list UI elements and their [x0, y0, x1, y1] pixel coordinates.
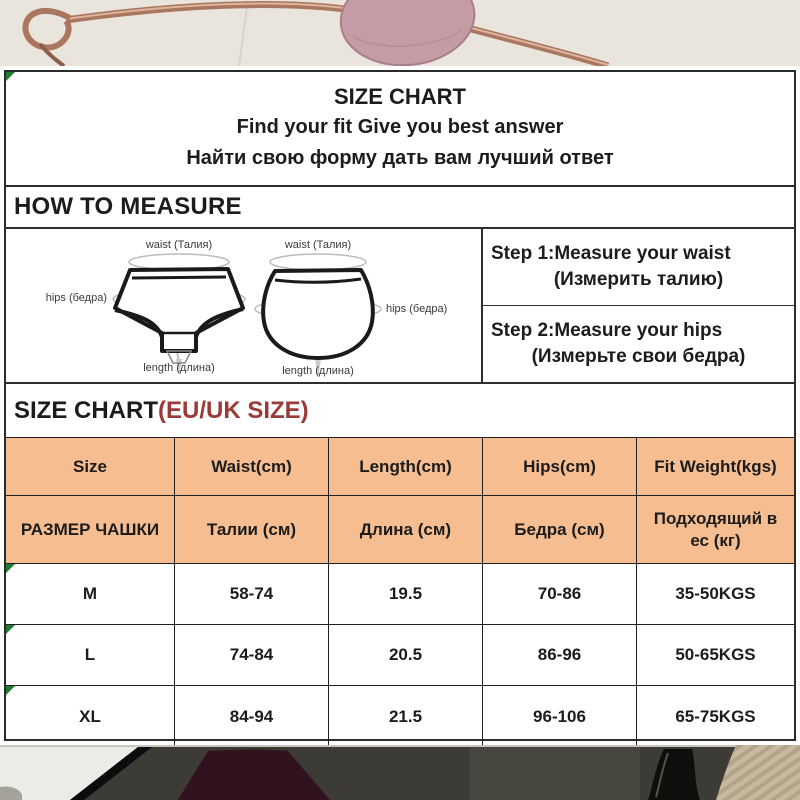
size-chart-heading — [6, 384, 794, 437]
table-row-xl-hips: 96-106 — [483, 686, 637, 748]
step-1 — [483, 229, 794, 306]
surface-top-edge — [0, 745, 800, 747]
table-row-xl-length: 21.5 — [329, 686, 483, 748]
table-row-l-waist: 74-84 — [175, 625, 329, 686]
table-row-l-weight: 50-65KGS — [637, 625, 794, 686]
hips-label: hips (бедра) — [386, 303, 448, 315]
measure-section — [6, 229, 794, 384]
brief-diagram-right — [255, 239, 447, 377]
size-chart-heading-red: (EU/UK SIZE) — [158, 396, 309, 424]
col-header-waist: Waist(cm) — [175, 438, 329, 496]
table-row-m-waist: 58-74 — [175, 564, 329, 625]
step-2-text: Step 2:Measure your hips — [491, 320, 723, 341]
title-block — [6, 72, 794, 187]
table-row-l-hips: 86-96 — [483, 625, 637, 686]
step-2 — [483, 306, 794, 382]
bottom-photo — [0, 745, 800, 800]
col-header-weight-ru: Подходящий в ес (кг) — [637, 496, 794, 564]
green-corner-marker — [6, 564, 15, 573]
col-header-waist-ru: Талии (см) — [175, 496, 329, 564]
brief-diagram-left — [46, 239, 245, 375]
light-band — [470, 747, 640, 800]
table-row-m-weight: 35-50KGS — [637, 564, 794, 625]
chart-panel — [4, 70, 796, 741]
waist-label: waist (Талия) — [145, 239, 213, 251]
size-value: L — [84, 645, 96, 665]
col-header-size-ru: РАЗМЕР ЧАШКИ — [6, 496, 175, 564]
table-row-xl-waist: 84-94 — [175, 686, 329, 748]
col-header-length-ru: Длина (см) — [329, 496, 483, 564]
col-header-hips: Hips(cm) — [483, 438, 637, 496]
size-value: M — [82, 584, 98, 604]
col-header-hips-ru: Бедра (см) — [483, 496, 637, 564]
table-row-xl-weight: 65-75KGS — [675, 707, 756, 727]
table-row-xl-size — [6, 686, 175, 748]
length-label: length (длина) — [282, 365, 354, 377]
brief-outline — [115, 269, 243, 351]
measurement-diagrams — [6, 229, 481, 382]
col-header-size: Size — [6, 438, 175, 496]
subtitle-russian: Найти свою форму дать вам лучший ответ — [186, 147, 614, 169]
hanger-photo — [0, 0, 800, 66]
col-header-weight: Fit Weight(kgs) — [637, 438, 794, 496]
green-corner-marker — [6, 72, 15, 81]
green-corner-marker — [6, 625, 15, 634]
page-title: SIZE CHART — [334, 84, 466, 109]
waist-ellipse — [270, 254, 366, 270]
step-1-text-ru: (Измерить талию) — [553, 269, 724, 290]
col-header-length: Length(cm) — [329, 438, 483, 496]
table-row-m-length: 19.5 — [329, 564, 483, 625]
table-row-l-size — [6, 625, 175, 686]
table-row-l-length: 20.5 — [329, 625, 483, 686]
table-row-m-hips: 70-86 — [483, 564, 637, 625]
subtitle-english: Find your fit Give you best answer — [236, 116, 564, 138]
waist-label: waist (Талия) — [284, 239, 352, 251]
step-2-text-ru: (Измерьте свои бедра) — [531, 346, 746, 367]
size-table — [6, 437, 794, 748]
step-1-text: Step 1:Measure your waist — [491, 243, 731, 264]
waistband-line — [132, 277, 226, 278]
table-row-m-size — [6, 564, 175, 625]
green-corner-marker — [6, 686, 15, 695]
length-label: length (длина) — [143, 362, 215, 374]
size-value: XL — [79, 707, 101, 727]
measure-steps — [481, 229, 794, 382]
how-to-measure-heading: HOW TO MEASURE — [6, 187, 794, 229]
size-chart-heading-black: SIZE CHART — [14, 396, 158, 424]
hips-label: hips (бедра) — [45, 292, 107, 304]
